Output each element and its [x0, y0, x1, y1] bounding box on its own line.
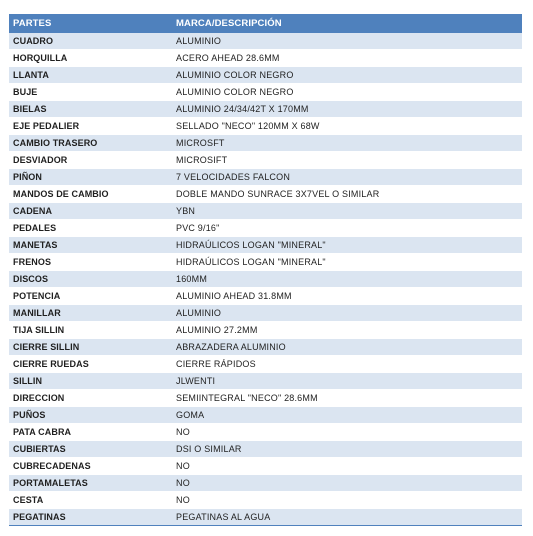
part-name-cell: PIÑON: [9, 169, 172, 186]
part-description-cell: DSI O SIMILAR: [172, 441, 522, 458]
table-row: [9, 118, 522, 135]
part-description-cell: NO: [172, 458, 522, 475]
spec-table: [9, 14, 522, 526]
part-description-cell: ALUMINIO: [172, 305, 522, 322]
table-row: [9, 339, 522, 356]
table-row: [9, 101, 522, 118]
table-row: [9, 475, 522, 492]
part-name-cell: CUBRECADENAS: [9, 458, 172, 475]
table-header-row: [9, 14, 522, 33]
part-name-cell: CESTA: [9, 492, 172, 509]
table-row: [9, 186, 522, 203]
part-name-cell: CIERRE RUEDAS: [9, 356, 172, 373]
part-name-cell: BIELAS: [9, 101, 172, 118]
table-body: [9, 33, 522, 526]
table-row: [9, 509, 522, 526]
part-name-cell: MANILLAR: [9, 305, 172, 322]
part-description-cell: HIDRAÚLICOS LOGAN "MINERAL": [172, 254, 522, 271]
part-description-cell: MICROSFT: [172, 135, 522, 152]
part-description-cell: ALUMINIO COLOR NEGRO: [172, 67, 522, 84]
part-name-cell: FRENOS: [9, 254, 172, 271]
part-description-cell: ABRAZADERA ALUMINIO: [172, 339, 522, 356]
part-description-cell: NO: [172, 424, 522, 441]
part-name-cell: PEDALES: [9, 220, 172, 237]
table-row: [9, 458, 522, 475]
part-name-cell: MANETAS: [9, 237, 172, 254]
table-row: [9, 424, 522, 441]
part-description-cell: YBN: [172, 203, 522, 220]
part-description-cell: CIERRE RÁPIDOS: [172, 356, 522, 373]
table-row: [9, 271, 522, 288]
part-description-cell: NO: [172, 492, 522, 509]
part-name-cell: DIRECCION: [9, 390, 172, 407]
table-row: [9, 152, 522, 169]
part-description-cell: PEGATINAS AL AGUA: [172, 509, 522, 526]
part-description-cell: ALUMINIO AHEAD 31.8MM: [172, 288, 522, 305]
table-row: [9, 254, 522, 271]
part-description-cell: NO: [172, 475, 522, 492]
part-name-cell: PATA CABRA: [9, 424, 172, 441]
table-row: [9, 390, 522, 407]
table-row: [9, 203, 522, 220]
part-name-cell: DISCOS: [9, 271, 172, 288]
table-row: [9, 169, 522, 186]
part-description-cell: ALUMINIO 24/34/42T X 170MM: [172, 101, 522, 118]
part-description-cell: 160MM: [172, 271, 522, 288]
part-name-cell: CUBIERTAS: [9, 441, 172, 458]
part-description-cell: ALUMINIO: [172, 33, 522, 50]
part-description-cell: ALUMINIO COLOR NEGRO: [172, 84, 522, 101]
part-name-cell: BUJE: [9, 84, 172, 101]
table-row: [9, 407, 522, 424]
part-name-cell: CIERRE SILLIN: [9, 339, 172, 356]
table-row: [9, 67, 522, 84]
part-description-cell: ALUMINIO 27.2MM: [172, 322, 522, 339]
table-row: [9, 33, 522, 50]
part-description-cell: GOMA: [172, 407, 522, 424]
part-name-cell: CAMBIO TRASERO: [9, 135, 172, 152]
part-name-cell: DESVIADOR: [9, 152, 172, 169]
table-row: [9, 441, 522, 458]
part-name-cell: POTENCIA: [9, 288, 172, 305]
table-row: [9, 305, 522, 322]
part-name-cell: PORTAMALETAS: [9, 475, 172, 492]
table-row: [9, 288, 522, 305]
table-row: [9, 50, 522, 67]
part-name-cell: LLANTA: [9, 67, 172, 84]
part-name-cell: CADENA: [9, 203, 172, 220]
part-name-cell: MANDOS DE CAMBIO: [9, 186, 172, 203]
table-row: [9, 84, 522, 101]
part-description-cell: PVC 9/16": [172, 220, 522, 237]
part-name-cell: EJE PEDALIER: [9, 118, 172, 135]
part-description-cell: SELLADO "NECO" 120MM X 68W: [172, 118, 522, 135]
part-name-cell: SILLIN: [9, 373, 172, 390]
part-name-cell: PUÑOS: [9, 407, 172, 424]
table-row: [9, 135, 522, 152]
part-description-cell: HIDRAÚLICOS LOGAN "MINERAL": [172, 237, 522, 254]
table-row: [9, 356, 522, 373]
table-row: [9, 237, 522, 254]
table-row: [9, 373, 522, 390]
table-row: [9, 220, 522, 237]
header-marca-descripcion: MARCA/DESCRIPCIÓN: [172, 14, 522, 33]
part-description-cell: 7 VELOCIDADES FALCON: [172, 169, 522, 186]
part-description-cell: JLWENTI: [172, 373, 522, 390]
part-name-cell: PEGATINAS: [9, 509, 172, 526]
part-name-cell: TIJA SILLIN: [9, 322, 172, 339]
part-description-cell: SEMIINTEGRAL "NECO" 28.6MM: [172, 390, 522, 407]
part-description-cell: MICROSIFT: [172, 152, 522, 169]
part-name-cell: CUADRO: [9, 33, 172, 50]
part-name-cell: HORQUILLA: [9, 50, 172, 67]
part-description-cell: ACERO AHEAD 28.6MM: [172, 50, 522, 67]
table-row: [9, 322, 522, 339]
part-description-cell: DOBLE MANDO SUNRACE 3X7VEL O SIMILAR: [172, 186, 522, 203]
header-partes: PARTES: [9, 14, 172, 33]
table-row: [9, 492, 522, 509]
